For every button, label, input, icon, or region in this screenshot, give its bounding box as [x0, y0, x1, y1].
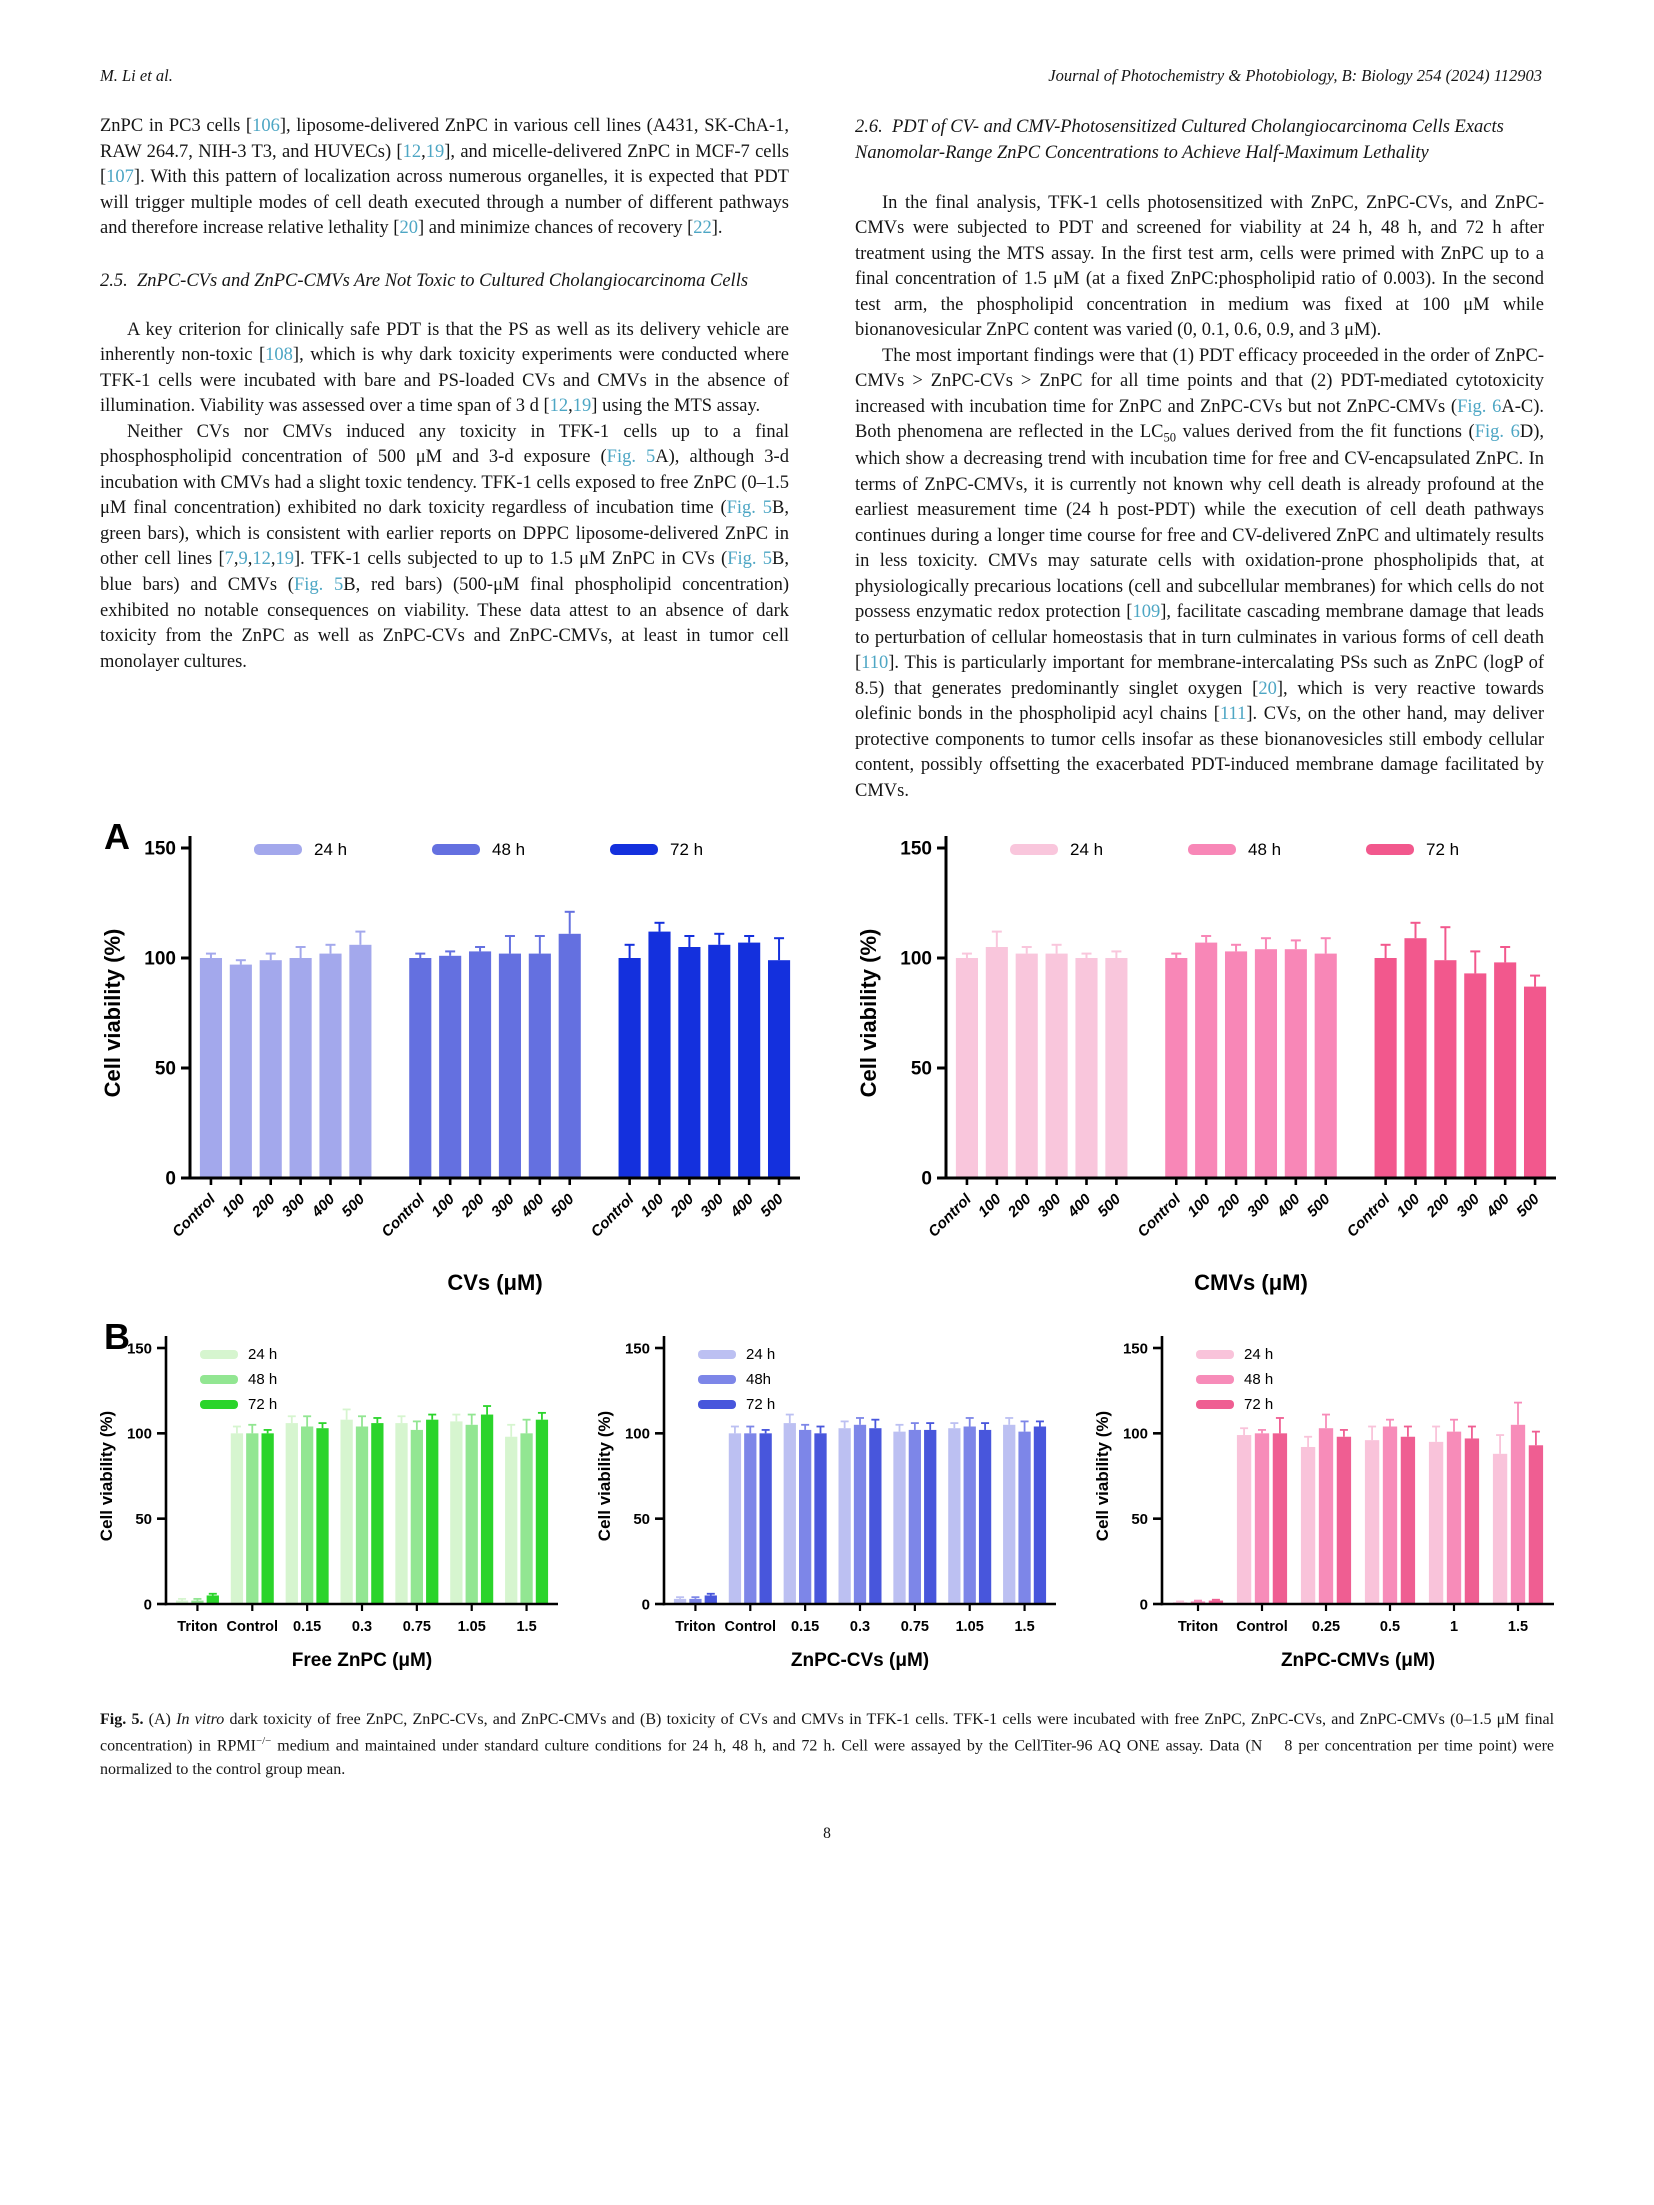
bar — [1365, 1441, 1379, 1605]
citation-link[interactable]: 109 — [1132, 602, 1161, 623]
y-tick-label: 150 — [144, 839, 176, 861]
bar — [1003, 1425, 1015, 1604]
bar — [619, 958, 641, 1178]
x-tick-label: 500 — [757, 1191, 787, 1221]
legend-swatch — [1010, 844, 1058, 855]
legend-swatch — [1188, 844, 1236, 855]
x-tick-label: Control — [1134, 1191, 1185, 1241]
free-znpc-chart — [94, 1328, 564, 1678]
series-24h — [956, 932, 1128, 1178]
bar — [450, 1422, 462, 1605]
x-tick-label: 1 — [1449, 1619, 1459, 1636]
legend-label: 24 h — [746, 1346, 776, 1364]
x-tick-label: 300 — [278, 1191, 309, 1221]
x-tick-label: 200 — [1423, 1191, 1454, 1221]
bar — [231, 1434, 243, 1605]
latin-term: In vitro — [176, 1711, 225, 1729]
series-48h — [1165, 936, 1337, 1178]
legend-swatch — [698, 1375, 736, 1384]
legend-label: 48 h — [248, 1371, 278, 1389]
bar — [784, 1424, 796, 1605]
citation-link[interactable]: 12 — [549, 396, 569, 417]
citation-link[interactable]: 9 — [238, 549, 248, 570]
bars-group — [674, 1415, 1046, 1604]
x-tick-label: 1.5 — [516, 1619, 537, 1636]
right-column — [855, 114, 1544, 804]
x-tick-label: 0.75 — [402, 1619, 431, 1636]
znpc-cvs-chart — [592, 1328, 1062, 1678]
x-tick-label: 100 — [1184, 1191, 1214, 1221]
x-tick-label: Control — [925, 1191, 975, 1241]
bar — [200, 958, 222, 1178]
x-tick-label: 400 — [1483, 1191, 1513, 1221]
legend-label: 72 h — [670, 840, 704, 860]
cmvs-chart — [850, 824, 1560, 1306]
citation-link[interactable]: 12 — [402, 141, 422, 162]
bar — [1447, 1432, 1461, 1604]
figure-link[interactable]: Fig. 6 — [1474, 422, 1520, 443]
paragraph: The most important findings were that (1) PDT efficacy proceeded in the order of ZnPC-CMVs > ZnPC-CVs > ZnPC for all time points and that (2) PDT-mediated cytotoxicity increased with incubation time for ZnPC and ZnPC-CVs but not ZnPC-CMVs (Fig. 6A-C). Both phenomena are reflected in the $LC_{50}$ values derived from the fit functions (Fig. 6D), which show a decreasing trend with incubation time for free and CV-encapsulated ZnPC. In terms of ZnPC-CMVs, it is currently not known why cell death is already profound at the earliest measurement time (24 h post-PDT) while the execution of cell death pathways continues during a longer time course for free and CV-delivered ZnPC and ultimately results in less toxicity. CMVs may saturate cells with oxidation-prone phospholipids that, at physiologically precarious locations (cell and subcellular membranes) for which cells do not possess enzymatic redox protection [109], facilitate cascading membrane damage that leads to perturbation of cellular homeostasis that in turn culminates in various forms of cell death [110]. This is particularly important for membrane-intercalating PSs such as ZnPC (logP of 8.5) that generates predominantly singlet oxygen [20], which is very reactive towards olefinic bonds in the phospholipid acyl chains [111]. CVs, on the other hand, may deliver protective components to tumor cells insofar as these bionanovesicles still embody cellular content, possibly offsetting the exacerbated PDT-induced membrane damage facilitated by CMVs. — [855, 345, 1545, 801]
bar — [760, 1434, 772, 1605]
x-tick-label: Triton — [1177, 1619, 1219, 1636]
bar — [854, 1425, 866, 1604]
legend-swatch — [1196, 1375, 1234, 1384]
legend — [1196, 1346, 1273, 1413]
y-tick-label: 150 — [624, 1340, 650, 1358]
citation-link[interactable]: 110 — [861, 653, 889, 674]
bar — [371, 1424, 383, 1605]
legend-label: 48 h — [1244, 1371, 1274, 1389]
bar — [1225, 952, 1247, 1179]
chart-free-znpc-toxicity — [94, 1328, 564, 1678]
x-tick-label: 0.5 — [1379, 1619, 1401, 1636]
bars-group — [1173, 1403, 1543, 1604]
bar — [520, 1434, 532, 1605]
bar — [986, 947, 1008, 1178]
x-tick-label: 200 — [1004, 1191, 1035, 1221]
bar — [349, 945, 371, 1178]
y-tick-label: 100 — [1122, 1426, 1148, 1444]
x-tick-label: 300 — [697, 1191, 728, 1221]
bar — [230, 965, 252, 1178]
figure-caption: Fig. 5. (A) In vitro dark toxicity of free ZnPC, ZnPC-CVs, and ZnPC-CMVs and (B) toxicity of CVs and CMVs in TFK-1 cells. TFK-1 cells were incubated with free ZnPC, ZnPC-CVs, and ZnPC-CMVs (0–1.5 μM final concentration) in RPMI−/− medium and maintained under standard culture conditions for 24 h, 48 h, and 72 h. Cell were assayed by the CellTiter-96 AQ ONE assay. Data (N 8 per concentration per time point) were normalized to the control group mean. — [100, 1711, 1555, 1779]
bar — [1105, 958, 1127, 1178]
bar — [529, 954, 551, 1178]
legend-label: 48h — [746, 1371, 772, 1389]
legend-swatch — [432, 844, 480, 855]
citation-link[interactable]: 19 — [572, 396, 592, 417]
bar — [1493, 1454, 1507, 1604]
x-tick-labels — [925, 1191, 1543, 1241]
sup-script: −/− — [255, 1734, 272, 1747]
bar — [1315, 954, 1337, 1178]
y-tick-label: 0 — [1139, 1596, 1148, 1614]
caption-label: Fig. 5. — [100, 1711, 144, 1729]
legend-swatch — [698, 1350, 736, 1359]
legend — [1010, 840, 1459, 859]
legend-label: 48 h — [492, 840, 526, 860]
legend-label: 24 h — [248, 1346, 278, 1364]
citation-link[interactable]: 111 — [1219, 704, 1247, 725]
bar — [1319, 1429, 1333, 1605]
x-axis-title: Free ZnPC (μM) — [291, 1650, 433, 1672]
legend-label: 72 h — [248, 1396, 278, 1414]
legend-swatch — [1196, 1350, 1234, 1359]
bar — [1524, 987, 1546, 1178]
legend — [254, 840, 703, 859]
x-tick-label: 500 — [1094, 1191, 1125, 1221]
x-tick-label: Triton — [177, 1619, 218, 1636]
bar — [648, 932, 670, 1178]
bar — [411, 1430, 423, 1604]
bar — [1494, 963, 1516, 1179]
x-tick-label: 400 — [1273, 1191, 1304, 1221]
bar — [262, 1434, 274, 1605]
chart-cmvs-toxicity — [850, 824, 1560, 1306]
cvs-chart — [94, 824, 804, 1306]
citation-link[interactable]: 20 — [1258, 678, 1277, 699]
bar — [924, 1430, 936, 1604]
bar — [559, 934, 581, 1178]
x-tick-label: 0.25 — [1311, 1619, 1341, 1636]
chart-znpc-cmvs-toxicity — [1090, 1328, 1560, 1678]
legend-swatch — [200, 1375, 238, 1384]
legend-label: 24 h — [1244, 1346, 1274, 1364]
bar — [356, 1427, 368, 1604]
series-48h — [409, 912, 581, 1178]
x-tick-label: 100 — [637, 1191, 668, 1221]
y-tick-label: 0 — [921, 1169, 932, 1191]
series-72h — [1375, 923, 1547, 1178]
x-tick-label: 1.5 — [1014, 1619, 1035, 1636]
bar — [838, 1429, 850, 1605]
sub-script: 50 — [1163, 430, 1177, 445]
figure-5 — [0, 816, 1654, 1678]
bar — [1301, 1447, 1315, 1604]
bar — [466, 1425, 478, 1604]
citation-link[interactable]: 12 — [252, 549, 271, 570]
y-axis-title: Cell viability (%) — [97, 1411, 116, 1542]
legend-label: 72 h — [1426, 840, 1460, 860]
legend-label: 72 h — [746, 1396, 776, 1414]
x-tick-label: 500 — [1303, 1191, 1334, 1221]
x-tick-label: 0.15 — [293, 1619, 322, 1636]
bar — [246, 1434, 258, 1605]
x-tick-label: 0.3 — [351, 1619, 373, 1636]
x-tick-label: 500 — [547, 1191, 578, 1221]
bar — [340, 1420, 352, 1604]
bar — [893, 1432, 905, 1604]
bar — [814, 1434, 826, 1605]
figure-link[interactable]: Fig. 5 — [293, 575, 344, 595]
x-tick-label: 200 — [1214, 1191, 1244, 1221]
bar — [426, 1420, 438, 1604]
x-tick-label: Triton — [675, 1619, 716, 1636]
legend-label: 48 h — [1248, 840, 1282, 860]
x-tick-label: 400 — [727, 1191, 757, 1221]
bar — [964, 1427, 976, 1604]
x-tick-label: 0.15 — [791, 1619, 820, 1636]
x-tick-label: 500 — [1513, 1191, 1543, 1221]
chart-znpc-cvs-toxicity — [592, 1328, 1062, 1678]
legend-swatch — [200, 1400, 238, 1409]
citation-link[interactable]: 107 — [106, 167, 134, 188]
panel-a-label: A — [104, 816, 130, 858]
x-tick-labels — [675, 1619, 1034, 1635]
x-tick-label: 200 — [458, 1191, 488, 1221]
x-tick-label: Control — [226, 1619, 279, 1636]
y-axis-title: Cell viability (%) — [1093, 1411, 1112, 1542]
figure-link[interactable]: Fig. 5 — [606, 447, 656, 468]
bars-group — [956, 923, 1546, 1178]
bar — [1429, 1442, 1443, 1604]
y-tick-label: 100 — [900, 949, 932, 971]
x-tick-labels — [177, 1619, 536, 1635]
y-tick-label: 50 — [1131, 1511, 1148, 1529]
citation-link[interactable]: 7 — [224, 549, 234, 570]
legend-label: 72 h — [1244, 1396, 1274, 1414]
section-heading: 2.5. ZnPC-CVs and ZnPC-CMVs Are Not Toxic to Cultured Cholangiocarcinoma Cells — [100, 270, 749, 291]
bars-group — [200, 912, 790, 1178]
x-tick-label: 1.5 — [1507, 1619, 1529, 1636]
page-header — [0, 0, 1654, 86]
paragraph: A key criterion for clinically safe PDT is that the PS as well as its delivery vehicle are inherently non-toxic [108], which is why dark toxicity experiments were conducted where TFK-1 cells were incubated with bare and PS-loaded CVs and CMVs in the absence of illumination. Viability was assessed over a time span of 3 d [12,19] using the MTS assay. — [100, 319, 789, 417]
bar — [768, 961, 790, 1179]
bar — [738, 943, 760, 1178]
x-tick-labels — [1178, 1619, 1528, 1635]
bar — [395, 1424, 407, 1605]
y-tick-label: 150 — [126, 1340, 152, 1358]
bar — [316, 1429, 328, 1605]
bar — [909, 1430, 921, 1604]
bar — [409, 958, 431, 1178]
bar — [481, 1415, 493, 1604]
legend-swatch — [254, 844, 302, 855]
y-axis-title: Cell viability (%) — [100, 929, 125, 1098]
bar — [260, 961, 282, 1179]
bar — [1401, 1437, 1415, 1604]
bar — [799, 1430, 811, 1604]
x-axis-title: CVs (μM) — [447, 1270, 543, 1296]
x-tick-label: 100 — [974, 1191, 1005, 1221]
citation-link[interactable]: 20 — [399, 218, 418, 239]
citation-link[interactable]: 19 — [275, 549, 294, 570]
figure-link[interactable]: Fig. 6 — [1457, 396, 1502, 417]
bar — [869, 1429, 881, 1605]
legend-label: 24 h — [1070, 840, 1104, 860]
x-axis-title: ZnPC-CVs (μM) — [790, 1650, 930, 1672]
page-number: 8 — [823, 1824, 831, 1842]
x-tick-label: 400 — [517, 1191, 548, 1221]
x-tick-label: 500 — [338, 1191, 369, 1221]
bar — [1511, 1425, 1525, 1604]
x-tick-label: Control — [378, 1191, 429, 1241]
bar — [1434, 961, 1456, 1179]
citation-link[interactable]: 106 — [252, 116, 280, 136]
bar — [1255, 950, 1277, 1179]
citation-link[interactable]: 22 — [693, 218, 712, 239]
y-tick-label: 50 — [154, 1059, 176, 1081]
bar — [729, 1434, 741, 1605]
figure-link[interactable]: Fig. 5 — [727, 549, 773, 570]
bars-group — [176, 1406, 548, 1604]
legend-swatch — [200, 1350, 238, 1359]
x-tick-label: 200 — [667, 1191, 698, 1221]
x-tick-label: 1.05 — [955, 1619, 984, 1636]
y-axis-title: Cell viability (%) — [856, 929, 881, 1098]
figure-row-b — [0, 1316, 1654, 1678]
x-tick-label: 300 — [488, 1191, 518, 1221]
bar — [1075, 958, 1097, 1178]
y-tick-label: 0 — [641, 1596, 650, 1614]
y-tick-label: 150 — [1122, 1340, 1148, 1358]
x-tick-label: Control — [587, 1191, 638, 1241]
section-heading: 2.6. PDT of CV- and CMV-Photosensitized Cultured Cholangiocarcinoma Cells Exacts Nanomolar-Range ZnPC Concentrations to Achieve Half-Maximum Lethality — [855, 117, 1504, 164]
bar — [708, 945, 730, 1178]
bar — [1383, 1427, 1397, 1604]
bar — [1255, 1434, 1269, 1605]
bar — [301, 1427, 313, 1604]
x-tick-label: 0.75 — [900, 1619, 929, 1636]
series-72h — [619, 923, 791, 1178]
x-tick-label: Control — [1236, 1619, 1288, 1636]
bar — [290, 958, 312, 1178]
bar — [1337, 1437, 1351, 1604]
y-tick-label: 0 — [165, 1169, 176, 1191]
x-axis-title: CMVs (μM) — [1194, 1270, 1308, 1296]
bar — [979, 1430, 991, 1604]
y-tick-label: 50 — [633, 1511, 650, 1529]
x-tick-label: 0.3 — [849, 1619, 871, 1636]
y-tick-label: 100 — [624, 1426, 650, 1444]
bar — [1375, 958, 1397, 1178]
znpc-cmvs-chart — [1090, 1328, 1560, 1678]
paragraph: Neither CVs nor CMVs induced any toxicity in TFK-1 cells up to a final phosphospholipid concentration of 500 μM and 3-d exposure (Fig. 5A), although 3-d incubation with CMVs had a slight toxic tendency. TFK-1 cells exposed to free ZnPC (0–1.5 μM final concentration) exhibited no dark toxicity regardless of incubation time (Fig. 5B, green bars), which is consistent with earlier reports on DPPC liposome-delivered ZnPC in other cell lines [7,9,12,19]. TFK-1 cells subjected to up to 1.5 μM ZnPC in CVs (Fig. 5B, blue bars) and CMVs (Fig. 5B, red bars) (500-μM final phospholipid concentration) exhibited no notable consequences on viability. These data attest to an absence of dark toxicity from the ZnPC as well as ZnPC-CVs and ZnPC-CMVs, at least in tumor cell monolayer cultures. — [100, 421, 789, 672]
bar — [1237, 1435, 1251, 1604]
x-tick-label: Control — [1343, 1191, 1394, 1241]
y-tick-label: 50 — [135, 1511, 152, 1529]
bar — [1046, 954, 1068, 1178]
bar — [439, 956, 461, 1178]
bar — [744, 1434, 756, 1605]
citation-link[interactable]: 19 — [425, 141, 445, 162]
journal-reference: Journal of Photochemistry & Photobiology, B: Biology 254 (2024) 112903 — [1048, 66, 1542, 85]
bar — [1273, 1434, 1287, 1605]
x-tick-label: 400 — [1064, 1191, 1095, 1221]
bar — [505, 1437, 517, 1604]
chart-cvs-toxicity — [94, 824, 804, 1306]
citation-link[interactable]: 108 — [265, 345, 293, 366]
legend-label: 24 h — [314, 840, 348, 860]
y-tick-label: 50 — [910, 1059, 932, 1081]
legend-swatch — [1196, 1400, 1234, 1409]
paragraph: In the final analysis, TFK-1 cells photosensitized with ZnPC, ZnPC-CVs, and ZnPC-CMVs were subjected to PDT and screened for viability at 24 h, 48 h, and 72 h after treatment using the MTS assay. In the first test arm, cells were primed with ZnPC up to a final concentration of 1.5 μM (at a fixed ZnPC:phospholipid ratio of 0.003). In the second test arm, the phospholipid concentration in medium was fixed at 100 μM while bionanovesicular ZnPC content was varied (0, 0.1, 0.6, 0.9, and 3 μM). — [855, 192, 1544, 341]
legend — [698, 1346, 775, 1413]
bar — [469, 952, 491, 1179]
x-tick-label: 100 — [428, 1191, 458, 1221]
x-tick-label: 300 — [1244, 1191, 1274, 1221]
bar — [956, 958, 978, 1178]
bar — [1018, 1432, 1030, 1604]
x-tick-label: 100 — [1393, 1191, 1424, 1221]
x-tick-label: Control — [724, 1619, 777, 1636]
bar — [536, 1420, 548, 1604]
x-tick-label: Control — [169, 1191, 219, 1241]
bar — [1404, 939, 1426, 1179]
legend-swatch — [610, 844, 658, 855]
x-tick-label: 1.05 — [457, 1619, 486, 1636]
series-24h — [200, 932, 372, 1178]
y-tick-label: 100 — [144, 949, 176, 971]
x-tick-label: 400 — [308, 1191, 339, 1221]
bar — [1529, 1446, 1543, 1605]
y-tick-label: 100 — [126, 1426, 152, 1444]
x-axis-title: ZnPC-CMVs (μM) — [1280, 1650, 1436, 1672]
legend-swatch — [1366, 844, 1414, 855]
bar — [1165, 958, 1187, 1178]
bar — [319, 954, 341, 1178]
bar — [1465, 1439, 1479, 1605]
legend — [200, 1346, 277, 1413]
x-tick-label: 300 — [1034, 1191, 1065, 1221]
x-tick-labels — [169, 1191, 787, 1241]
bar — [1016, 954, 1038, 1178]
x-tick-label: 100 — [218, 1191, 249, 1221]
bar — [499, 954, 521, 1178]
paragraph: ZnPC in PC3 cells [106], liposome-delivered ZnPC in various cell lines (A431, SK-ChA-1, RAW 264.7, NIH-3 T3, and HUVECs) [12,19], and micelle-delivered ZnPC in MCF-7 cells [107]. With this pattern of localization across numerous organelles, it is expected that PDT will trigger multiple modes of cell death executed through a number of different pathways and therefore increase relative lethality [20] and minimize chances of recovery [22]. — [100, 116, 790, 239]
figure-link[interactable]: Fig. 5 — [726, 498, 773, 519]
bar — [1285, 950, 1307, 1179]
left-column — [100, 114, 789, 804]
body-columns — [0, 86, 1654, 804]
bar — [678, 947, 700, 1178]
bar — [286, 1424, 298, 1605]
y-tick-label: 0 — [143, 1596, 152, 1614]
bar — [1464, 974, 1486, 1179]
y-axis-title: Cell viability (%) — [595, 1411, 614, 1542]
figure-row-a — [0, 816, 1654, 1306]
bar — [1195, 943, 1217, 1178]
y-tick-label: 150 — [900, 839, 932, 861]
running-author: M. Li et al. — [100, 66, 173, 85]
x-tick-label: 300 — [1453, 1191, 1484, 1221]
bar — [1034, 1427, 1046, 1604]
x-tick-label: 200 — [248, 1191, 279, 1221]
bar — [948, 1429, 960, 1605]
legend-swatch — [698, 1400, 736, 1409]
panel-b-label: B — [104, 1316, 130, 1358]
